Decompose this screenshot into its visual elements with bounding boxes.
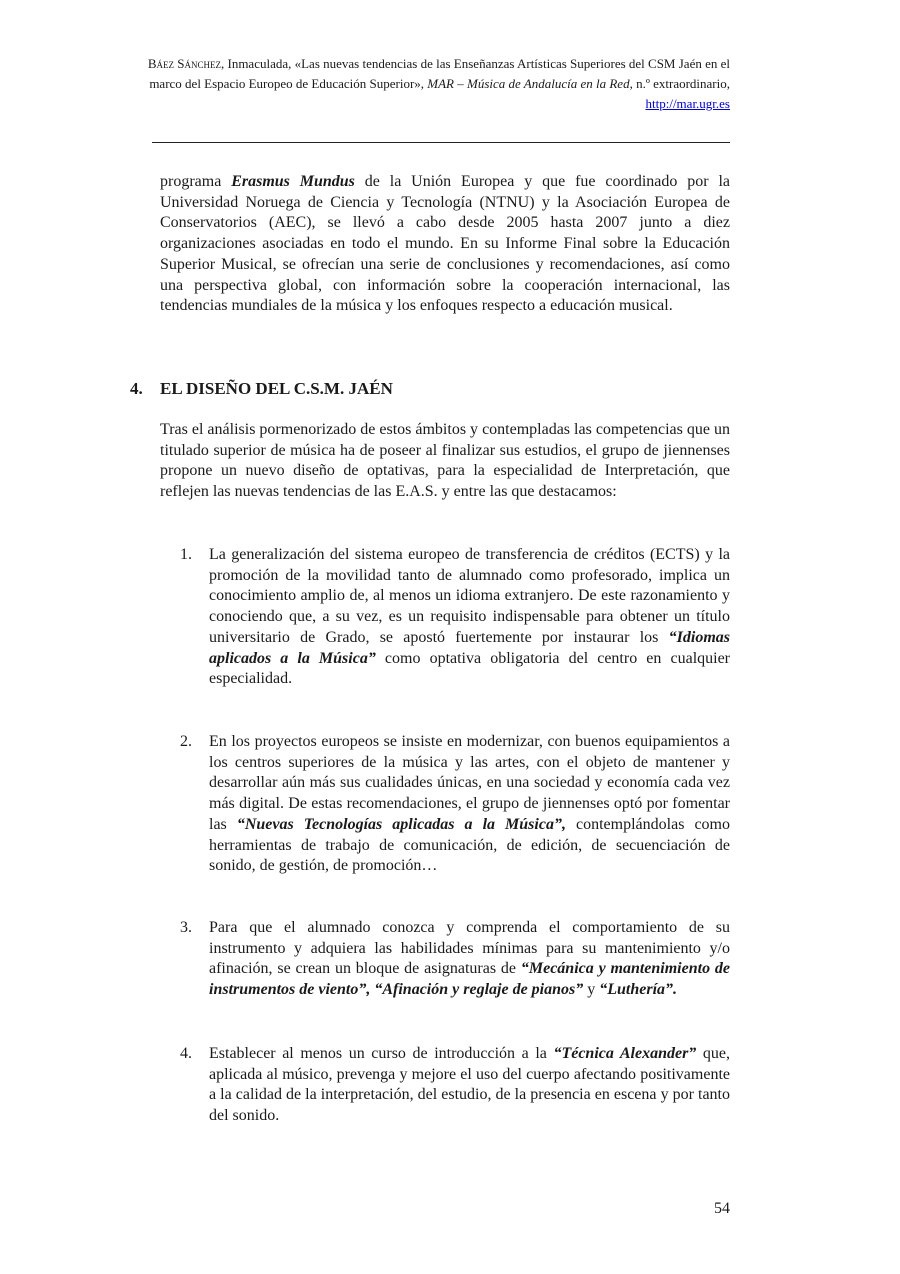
- list-item-emphasis: “Técnica Alexander”: [553, 1045, 697, 1062]
- list-item-text: [209, 545, 730, 690]
- list-item-emphasis: “Mecánica y mantenimiento de instrumentos de viento”, “Afinación y reglaje de pianos”: [209, 960, 730, 999]
- page-number: 54: [714, 1200, 730, 1217]
- section-number: 4.: [130, 379, 143, 398]
- list-item-emphasis: “Nuevas Tecnologías aplicadas a la Música”,: [236, 815, 566, 833]
- intro-emphasis: Erasmus Mundus: [231, 173, 355, 190]
- list-item-text-start: En los proyectos europeos se insiste en modernizar, con buenos equipamientos a los centros superiores de la música y las artes, con el objeto de mantener y desarrollar aún más sus cualidades únicas, en una sociedad y economía cada vez más digital. De estas recomendaciones, el grupo de jiennenses optó por fomentar las: [209, 733, 730, 833]
- intro-paragraph: [160, 172, 730, 317]
- list-item-text-rest: contemplándolas como herramientas de trabajo de comunicación, de edición, de secuenciación de sonido, de gestión, de promoción…: [209, 815, 730, 875]
- header-author-surname: Báez Sánchez: [147, 56, 221, 71]
- list-item-number: 3.: [180, 919, 192, 936]
- running-header: [120, 54, 730, 114]
- list-item-text-rest: que, aplicada al músico, prevenga y mejore el uso del cuerpo afectando positivamente a la calidad de la interpretación, del estudio, de la presencia en escena y por tanto del sonido.: [209, 1045, 730, 1125]
- header-issue: , n.º extraordinario,: [629, 76, 730, 91]
- list-item-text: [209, 1044, 730, 1127]
- intro-text-start: programa: [160, 173, 232, 190]
- list-item-text-start: La generalización del sistema europeo de transferencia de créditos (ECTS) y la promoción de la movilidad tanto de alumnado como profesorado, implica un conocimiento amplio de, al menos un idioma extranjero. De este razonamiento y conociendo que, a su vez, es un requisito indispensable para obtener un título universitario de Grado, se apostó fuertemente por instaurar los: [209, 546, 730, 646]
- list-item-connector: y: [583, 981, 600, 999]
- header-divider: [152, 142, 730, 143]
- list-item-emphasis-2: “Luthería”.: [599, 981, 678, 999]
- list-item-number: 4.: [180, 1045, 192, 1062]
- section-title: EL DISEÑO DEL C.S.M. JAÉN: [160, 379, 393, 398]
- list-item-number: 1.: [180, 546, 192, 563]
- list-item-text-start: Establecer al menos un curso de introducción a la: [209, 1045, 554, 1062]
- list-item-text-start: Para que el alumnado conozca y comprenda el comportamiento de su instrumento y adquiera las habilidades mínimas para su mantenimiento y/o afinación, se crean un bloque de asignaturas de: [209, 919, 730, 978]
- list-item-text-rest: como optativa obligatoria del centro en cualquier especialidad.: [209, 649, 731, 688]
- list-item-text: [209, 918, 730, 1001]
- list-item-emphasis: “Idiomas aplicados a la Música”: [209, 628, 730, 667]
- header-url-link[interactable]: http://mar.ugr.es: [645, 96, 730, 111]
- section-paragraph: Tras el análisis pormenorizado de estos ámbitos y contempladas las competencias que un titulado superior de música ha de poseer al finalizar sus estudios, el grupo de jiennenses propone un nuevo diseño de optativas, para la especialidad de Interpretación, que reflejen las nuevas tendencias de las E.A.S. y entre las que destacamos:: [160, 421, 730, 501]
- header-citation: , Inmaculada, «Las nuevas tendencias de las Enseñanzas Artísticas Superiores del CSM Jaén en el marco del Espacio Europeo de Educación Superior»,: [149, 56, 730, 91]
- list-item-text: [209, 732, 730, 877]
- intro-text-rest: de la Unión Europea y que fue coordinado por la Universidad Noruega de Ciencia y Tecnología (NTNU) y la Asociación Europea de Conservatorios (AEC), se llevó a cabo desde 2005 hasta 2007 junto a diez organizaciones asociadas en todo el mundo. En su Informe Final sobre la Educación Superior Musical, se ofrecían una serie de conclusiones y recomendaciones, así como una perspectiva global, con información sobre la cooperación internacional, las tendencias mundiales de la música y los enfoques respecto a educación musical.: [160, 173, 730, 315]
- section-heading: [130, 378, 730, 400]
- header-journal: MAR – Música de Andalucía en la Red: [427, 76, 630, 91]
- list-item-number: 2.: [180, 733, 192, 750]
